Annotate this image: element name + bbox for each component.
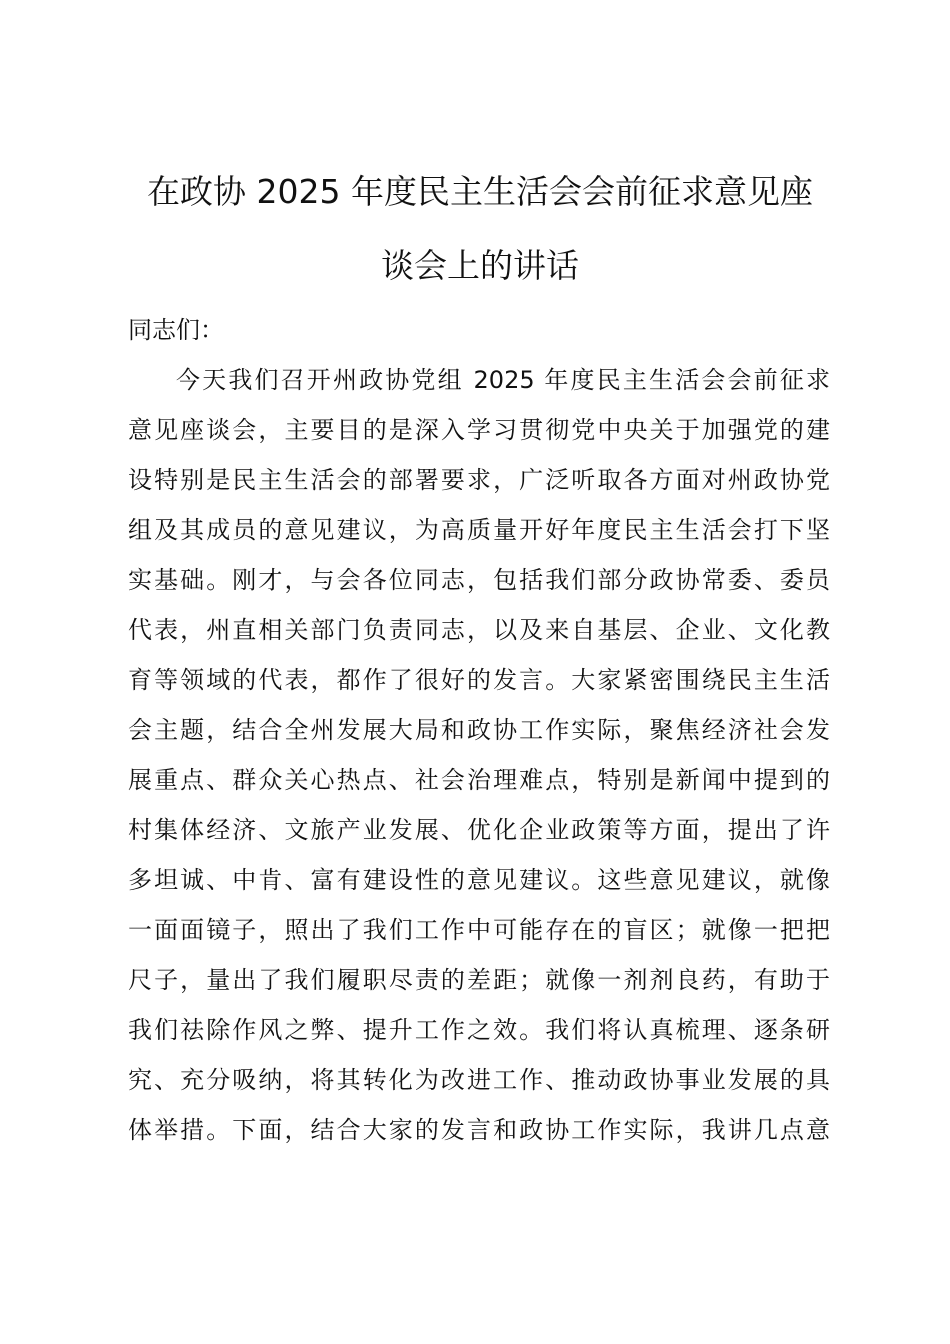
paragraph-line: 实基础。刚才，与会各位同志，包括我们部分政协常委、委员 — [128, 566, 830, 594]
paragraph-line: 育等领域的代表，都作了很好的发言。大家紧密围绕民主生活 — [128, 666, 830, 694]
salutation: 同志们： — [128, 316, 224, 344]
paragraph-line: 设特别是民主生活会的部署要求，广泛听取各方面对州政协党 — [128, 466, 830, 494]
paragraph-line: 多坦诚、中肯、富有建设性的意见建议。这些意见建议，就像 — [128, 866, 830, 894]
paragraph-line: 体举措。下面，结合大家的发言和政协工作实际，我讲几点意 — [128, 1116, 830, 1144]
paragraph-line: 意见座谈会，主要目的是深入学习贯彻党中央关于加强党的建 — [128, 416, 830, 444]
paragraph-line: 我们祛除作风之弊、提升工作之效。我们将认真梳理、逐条研 — [128, 1016, 830, 1044]
paragraph-line: 组及其成员的意见建议，为高质量开好年度民主生活会打下坚 — [128, 516, 830, 544]
paragraph-line: 村集体经济、文旅产业发展、优化企业政策等方面，提出了许 — [128, 816, 830, 844]
paragraph-line: 展重点、群众关心热点、社会治理难点，特别是新闻中提到的 — [128, 766, 830, 794]
paragraph-line: 会主题，结合全州发展大局和政协工作实际，聚焦经济社会发 — [128, 716, 830, 744]
document-body — [128, 305, 848, 1155]
paragraph-line: 尺子，量出了我们履职尽责的差距；就像一剂剂良药，有助于 — [128, 966, 830, 994]
paragraph-line: 一面面镜子，照出了我们工作中可能存在的盲区；就像一把把 — [128, 916, 830, 944]
document-title — [100, 155, 860, 303]
title-line-1: 在政协 2025 年度民主生活会会前征求意见座 — [147, 172, 813, 211]
paragraph-line: 代表，州直相关部门负责同志，以及来自基层、企业、文化教 — [128, 616, 830, 644]
paragraph-1 — [128, 355, 848, 1155]
paragraph-line: 今天我们召开州政协党组 2025 年度民主生活会会前征求 — [176, 366, 830, 394]
title-line-2: 谈会上的讲话 — [381, 246, 579, 285]
paragraph-line: 究、充分吸纳，将其转化为改进工作、推动政协事业发展的具 — [128, 1066, 830, 1094]
